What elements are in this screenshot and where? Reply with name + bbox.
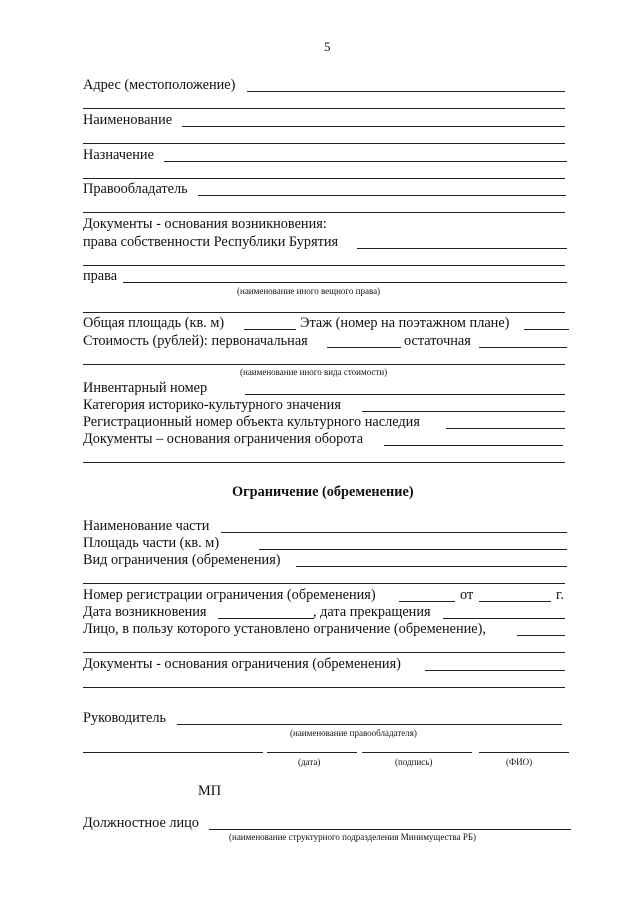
floor-field[interactable]: [524, 329, 569, 330]
beneficiary-label: Лицо, в пользу которого установлено ограничение (обременение),: [83, 621, 486, 637]
reg-heritage-field[interactable]: [446, 428, 565, 429]
official-field[interactable]: [209, 829, 571, 830]
fio-caption: (ФИО): [506, 757, 533, 767]
total-area-field[interactable]: [244, 329, 296, 330]
part-area-field[interactable]: [259, 549, 567, 550]
docs-encumbrance-field-line-2[interactable]: [83, 687, 565, 688]
residual-cost-field[interactable]: [479, 347, 567, 348]
floor-label: Этаж (номер на поэтажном плане): [300, 315, 510, 331]
name-field[interactable]: [182, 126, 565, 127]
reg-date-field[interactable]: [479, 601, 551, 602]
start-date-label: Дата возникновения: [83, 604, 207, 620]
head-label: Руководитель: [83, 710, 167, 726]
category-label: Категория историко-культурного значения: [83, 397, 341, 413]
right-label: права: [83, 268, 118, 284]
inventory-label: Инвентарный номер: [83, 380, 208, 396]
reg-heritage-label: Регистрационный номер объекта культурного наследия: [83, 414, 420, 430]
year-label: г.: [556, 587, 564, 603]
signature-caption: (подпись): [395, 757, 433, 767]
address-label: Адрес (местоположение): [83, 77, 236, 93]
cost-caption: (наименование иного вида стоимости): [240, 367, 388, 377]
purpose-field-line-2[interactable]: [83, 178, 565, 179]
beneficiary-field[interactable]: [517, 635, 565, 636]
address-field-line-2[interactable]: [83, 108, 565, 109]
encumbrance-title: Ограничение (обременение): [232, 484, 414, 500]
name-label: Наименование: [83, 112, 173, 128]
restriction-type-field[interactable]: [296, 566, 567, 567]
page-number: 5: [324, 39, 331, 54]
total-area-label: Общая площадь (кв. м): [83, 315, 225, 331]
category-field[interactable]: [362, 411, 565, 412]
docs-restriction-field-line-2[interactable]: [83, 462, 565, 463]
signature-field[interactable]: [362, 752, 472, 753]
docs-encumbrance-field[interactable]: [425, 670, 565, 671]
end-date-field[interactable]: [443, 618, 565, 619]
official-caption: (наименование структурного подразделения Минимущества РБ): [229, 832, 477, 842]
docs-encumbrance-label: Документы - основания ограничения (обременения): [83, 656, 401, 672]
restriction-type-label: Вид ограничения (обременения): [83, 552, 281, 568]
right-field[interactable]: [123, 282, 567, 283]
right-caption: (наименование иного вещного права): [237, 286, 381, 296]
part-name-field[interactable]: [221, 532, 567, 533]
initial-cost-field[interactable]: [327, 347, 401, 348]
fio-field[interactable]: [479, 752, 569, 753]
docs-restriction-field[interactable]: [384, 445, 563, 446]
owner-field[interactable]: [198, 195, 566, 196]
head-field[interactable]: [177, 724, 562, 725]
purpose-label: Назначение: [83, 147, 154, 163]
mp-label: МП: [198, 783, 222, 799]
reg-number-field[interactable]: [399, 601, 455, 602]
from-label: от: [460, 587, 474, 603]
cost-label: Стоимость (рублей): первоначальная: [83, 333, 308, 349]
rb-ownership-label: права собственности Республики Бурятия: [83, 234, 339, 250]
address-field[interactable]: [247, 91, 565, 92]
end-date-label: , дата прекращения: [313, 604, 431, 620]
rb-ownership-field-line-2[interactable]: [83, 265, 565, 266]
purpose-field[interactable]: [164, 161, 567, 162]
restriction-type-field-line-2[interactable]: [83, 583, 565, 584]
docs-origin-label: Документы - основания возникновения:: [83, 216, 327, 232]
owner-label: Правообладатель: [83, 181, 188, 197]
head-caption: (наименование правообладателя): [290, 728, 417, 738]
start-date-field[interactable]: [218, 618, 314, 619]
position-field[interactable]: [83, 752, 263, 753]
residual-label: остаточная: [404, 333, 471, 349]
docs-restriction-label: Документы – основания ограничения оборота: [83, 431, 364, 447]
part-name-label: Наименование части: [83, 518, 210, 534]
official-label: Должностное лицо: [83, 815, 199, 831]
rb-ownership-field[interactable]: [357, 248, 567, 249]
other-cost-field[interactable]: [83, 364, 565, 365]
part-area-label: Площадь части (кв. м): [83, 535, 220, 551]
name-field-line-2[interactable]: [83, 143, 565, 144]
right-field-line-2[interactable]: [83, 312, 565, 313]
inventory-field[interactable]: [245, 394, 565, 395]
beneficiary-field-line-2[interactable]: [83, 652, 565, 653]
date-field[interactable]: [267, 752, 357, 753]
reg-number-label: Номер регистрации ограничения (обременения): [83, 587, 376, 603]
owner-field-line-2[interactable]: [83, 212, 565, 213]
date-caption: (дата): [298, 757, 321, 767]
